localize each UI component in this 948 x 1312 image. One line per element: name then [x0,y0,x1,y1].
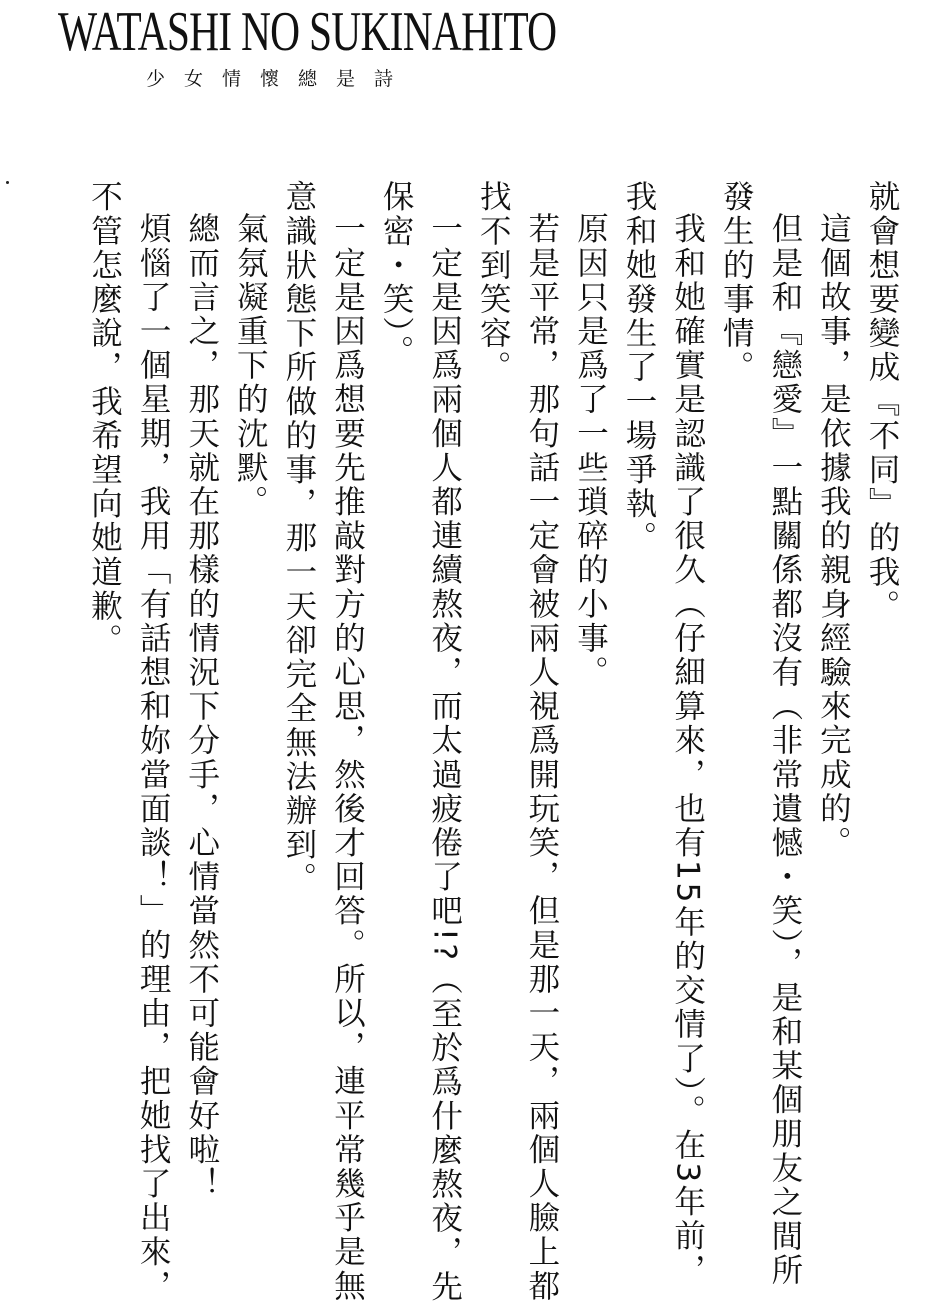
paragraph: 一定是因爲兩個人都連續熬夜，而太過疲倦了吧!?（至於爲什麼熬夜，先保密・笑）。 [378,180,463,1304]
paragraph: 我和她確實是認識了很久（仔細算來，也有15年的交情了）。在3年前，我和她發生了一場爭執。 [621,180,706,1287]
page-header [58,1,731,90]
paragraph: 氣氛凝重下的沈默。 [232,211,269,519]
paragraph: 煩惱了一個星期，我用「有話想和妳當面談！」的理由，把她找了出來，不管怎麼說，我希望向她道歉。 [86,180,172,1303]
vertical-text-body [36,180,906,1305]
paragraph: 但是和『戀愛』一點關係都沒有（非常遺憾・笑），是和某個朋友之間所發生的事情。 [718,180,803,1287]
paragraph: 若是平常，那句話一定會被兩人視爲開玩笑，但是那一天，兩個人臉上都找不到笑容。 [475,180,560,1303]
margin-mark [6,181,9,184]
paragraph: 原因只是爲了一些瑣碎的小事。 [572,211,609,689]
book-title: WATASHI NO SUKINAHITO [58,1,557,63]
paragraph: 總而言之，那天就在那樣的情況下分手，心情當然不可能會好啦！ [183,211,220,1201]
paragraph: 這個故事，是依據我的親身經驗來完成的。 [815,211,852,860]
paragraph: 一定是因爲想要先推敲對方的心思，然後才回答。所以，連平常幾乎是無意識狀態下所做的事，那一天卻完全無法辦到。 [280,180,366,1303]
book-subtitle: 少女情懷總是詩 [146,68,413,90]
paragraph: 就會想要變成『不同』的我。 [864,180,900,624]
